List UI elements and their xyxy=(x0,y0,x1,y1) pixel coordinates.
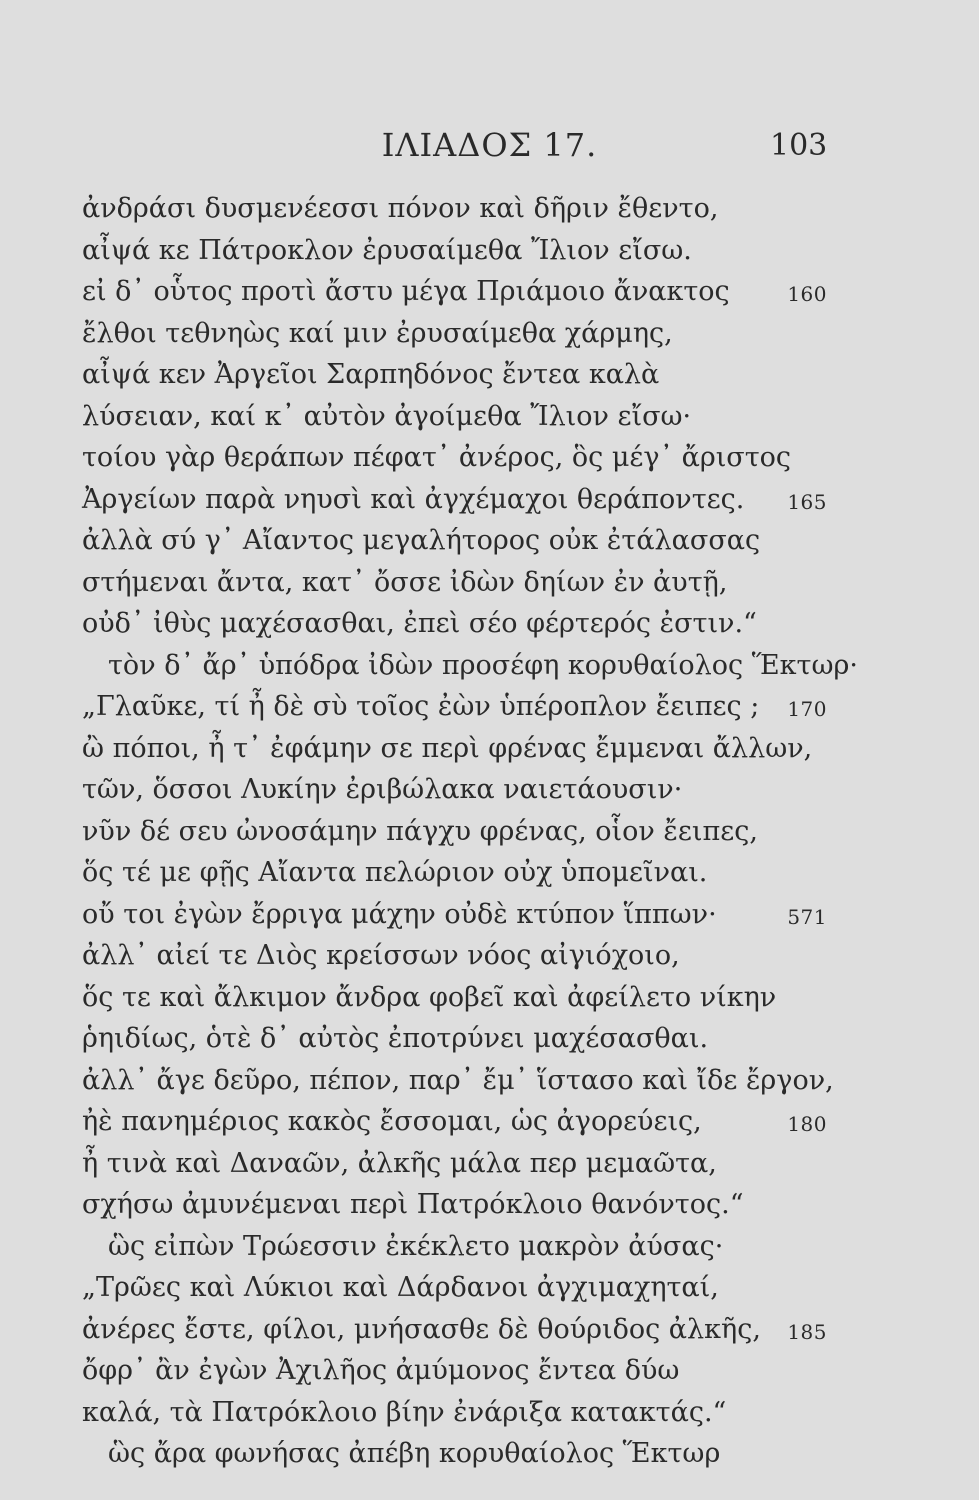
running-title: ΙΛΙΑΔΟΣ 17. xyxy=(381,126,598,164)
page-number: 103 xyxy=(770,128,828,163)
verse-line xyxy=(82,1018,827,1060)
verse-line xyxy=(82,437,827,479)
verse-text: καλά, τὰ Πατρόκλοιο βίην ἐνάριξα κατακτάς.“ xyxy=(82,1396,727,1428)
verse-line xyxy=(82,728,827,770)
verse-line xyxy=(82,1392,827,1434)
verse-text: ὣς ἄρα φωνήσας ἀπέβη κορυθαίολος Ἕκτωρ xyxy=(108,1438,721,1469)
line-number: 180 xyxy=(787,1112,827,1136)
verse-line xyxy=(82,852,827,894)
verse-text: ὣς εἰπὼν Τρώεσσιν ἐκέκλετο μακρὸν ἀύσας· xyxy=(108,1230,724,1262)
verse-line xyxy=(82,769,827,811)
verse-line xyxy=(82,1350,827,1392)
line-number: 571 xyxy=(787,904,827,929)
verse-line xyxy=(82,935,827,977)
verse-text: οὐδ᾽ ἰθὺς μαχέσασθαι, ἐπεὶ σέο φέρτερός ἐστιν.“ xyxy=(82,608,757,639)
verse-line xyxy=(82,188,827,230)
verse-line xyxy=(82,562,827,604)
verse-line xyxy=(82,396,827,438)
verse-text: Ἀργείων παρὰ νηυσὶ καὶ ἀγχέμαχοι θεράποντες. xyxy=(82,483,745,515)
verse-text: ῥηιδίως, ὁτὲ δ᾽ αὐτὸς ἐποτρύνει μαχέσασθαι. xyxy=(82,1023,709,1054)
line-number: 160 xyxy=(787,282,827,306)
verse-text: στήμεναι ἄντα, κατ᾽ ὄσσε ἰδὼν δηίων ἐν ἀυτῇ, xyxy=(82,566,728,598)
verse-line xyxy=(82,1226,827,1268)
verse-text: ἔλθοι τεθνηὼς καί μιν ἐρυσαίμεθα χάρμης, xyxy=(82,317,673,349)
verse-text: εἰ δ᾽ οὗτος προτὶ ἄστυ μέγα Πριάμοιο ἄνακτος xyxy=(82,276,730,307)
verse-line xyxy=(82,1060,834,1102)
verse-text: λύσειαν, καί κ᾽ αὐτὸν ἀγοίμεθα Ἴλιον εἴσω· xyxy=(82,400,692,432)
verse-text: ἀνέρες ἔστε, φίλοι, μνήσασθε δὲ θούριδος ἀλκῆς, xyxy=(82,1313,761,1345)
verse-text: ὅς τε καὶ ἄλκιμον ἄνδρα φοβεῖ καὶ ἀφείλετο νίκην xyxy=(82,981,777,1013)
verse-line xyxy=(82,1309,827,1351)
verse-text: ὅς τέ με φῇς Αἴαντα πελώριον οὐχ ὑπομεῖναι. xyxy=(82,857,708,888)
verse-text: ἦ τινὰ καὶ Δαναῶν, ἀλκῆς μάλα περ μεμαῶτα, xyxy=(82,1147,717,1179)
verse-text: ὢ πόποι, ἦ τ᾽ ἐφάμην σε περὶ φρένας ἔμμεναι ἄλλων, xyxy=(82,732,813,764)
line-number: 165 xyxy=(787,489,827,514)
verse-line xyxy=(82,894,827,936)
verse-text: τῶν, ὅσσοι Λυκίην ἐριβώλακα ναιετάουσιν· xyxy=(82,774,683,805)
verse-text: τὸν δ᾽ ἄρ᾽ ὑπόδρα ἰδὼν προσέφη κορυθαίολος Ἕκτωρ· xyxy=(108,649,858,681)
verse-list xyxy=(82,188,858,1475)
verse-line xyxy=(82,313,827,355)
verse-text: ἀλλ᾽ αἰεί τε Διὸς κρείσσων νόος αἰγιόχοιο, xyxy=(82,940,680,971)
verse-line xyxy=(82,230,827,272)
verse-text: τοίου γὰρ θεράπων πέφατ᾽ ἀνέρος, ὃς μέγ᾽ ἄριστος xyxy=(82,442,792,473)
verse-line xyxy=(82,354,827,396)
verse-text: „Γλαῦκε, τί ἦ δὲ σὺ τοῖος ἐὼν ὑπέροπλον ἔειπες ; xyxy=(82,691,760,722)
verse-text: αἶψά κε Πάτροκλον ἐρυσαίμεθα Ἴλιον εἴσω. xyxy=(82,234,692,266)
verse-text: ἀνδράσι δυσμενέεσσι πόνον καὶ δῆριν ἔθεντο, xyxy=(82,193,719,224)
verse-text: αἶψά κεν Ἀργεῖοι Σαρπηδόνος ἔντεα καλὰ xyxy=(82,359,660,390)
verse-text: ἠὲ πανημέριος κακὸς ἔσσομαι, ὡς ἀγορεύεις, xyxy=(82,1106,702,1137)
verse-text: ἀλλ᾽ ἄγε δεῦρο, πέπον, παρ᾽ ἔμ᾽ ἵστασο καὶ ἴδε ἔργον, xyxy=(82,1064,834,1096)
verse-line xyxy=(82,811,827,853)
verse-text: νῦν δέ σευ ὠνοσάμην πάγχυ φρένας, οἷον ἔειπες, xyxy=(82,815,758,847)
verse-text: „Τρῶες καὶ Λύκιοι καὶ Δάρδανοι ἀγχιμαχηταί, xyxy=(82,1272,719,1303)
verse-text: ἀλλὰ σύ γ᾽ Αἴαντος μεγαλήτορος οὐκ ἐτάλασσας xyxy=(82,525,761,556)
verse-line xyxy=(82,479,827,521)
verse-line xyxy=(82,1267,827,1309)
line-number: 170 xyxy=(787,697,827,721)
verse-line xyxy=(82,1101,827,1143)
verse-text: ὄφρ᾽ ἂν ἐγὼν Ἀχιλῆος ἀμύμονος ἔντεα δύω xyxy=(82,1355,680,1386)
verse-line xyxy=(82,1433,827,1475)
verse-line xyxy=(82,1143,827,1185)
verse-line xyxy=(82,271,827,313)
verse-text: σχήσω ἀμυνέμεναι περὶ Πατρόκλοιο θανόντος.“ xyxy=(82,1189,744,1220)
verse-line xyxy=(82,1184,827,1226)
verse-line xyxy=(82,603,827,645)
verse-line xyxy=(82,520,827,562)
verse-line xyxy=(82,686,827,728)
verse-text: οὔ τοι ἐγὼν ἔρριγα μάχην οὐδὲ κτύπον ἵππων· xyxy=(82,898,717,930)
line-number: 185 xyxy=(787,1319,827,1344)
verse-line xyxy=(82,645,858,687)
verse-line xyxy=(82,977,827,1019)
